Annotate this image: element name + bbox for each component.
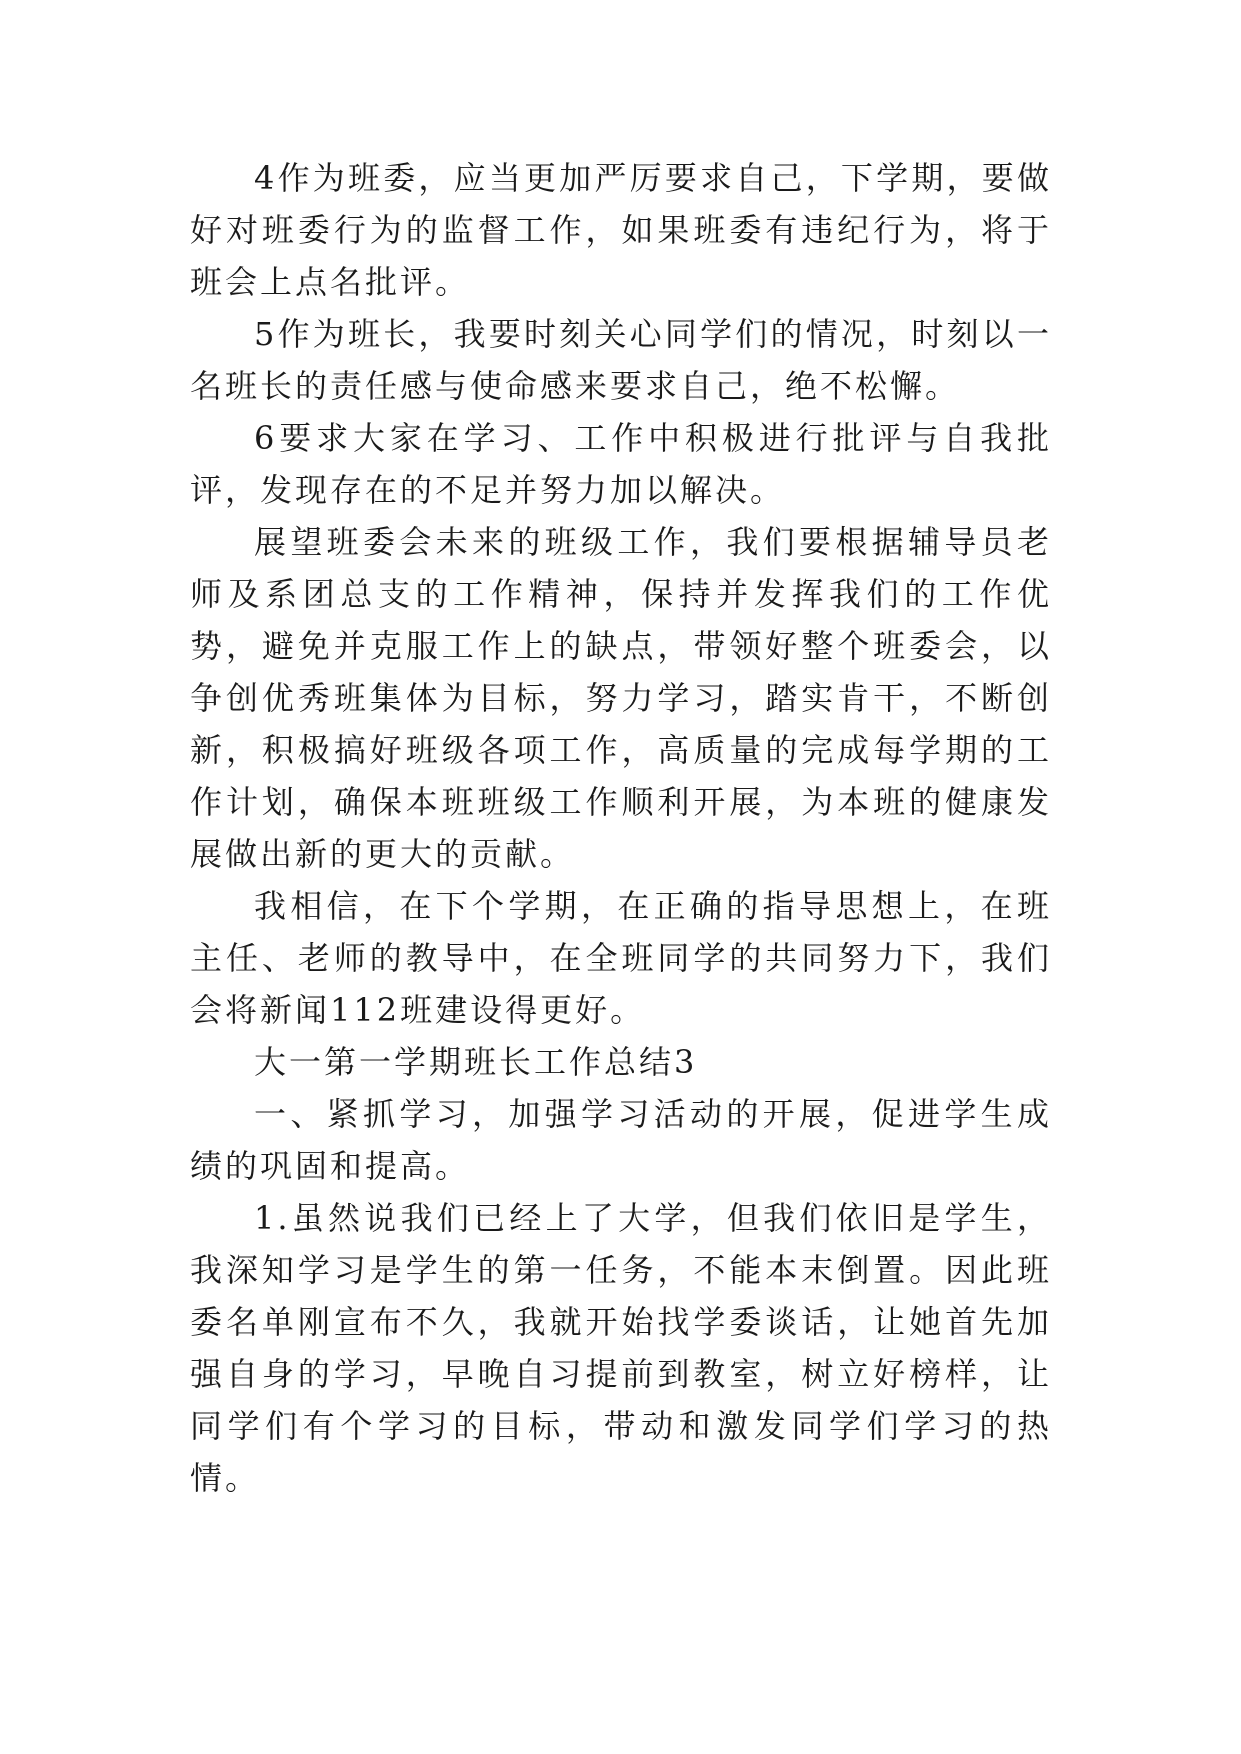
document-page bbox=[190, 152, 1052, 1504]
section-heading: 大一第一学期班长工作总结3 bbox=[254, 1043, 698, 1081]
paragraph-outlook: 展望班委会未来的班级工作，我们要根据辅导员老师及系团总支的工作精神，保持并发挥我们的工作优势，避免并克服工作上的缺点，带领好整个班委会，以争创优秀班集体为目标，努力学习，踏实肯干，不断创新，积极搞好班级各项工作，高质量的完成每学期的工作计划，确保本班班级工作顺利开展，为本班的健康发展做出新的更大的贡献。 bbox=[190, 523, 1052, 873]
paragraph-subpoint-1: 1.虽然说我们已经上了大学，但我们依旧是学生，我深知学习是学生的第一任务，不能本末倒置。因此班委名单刚宣布不久，我就开始找学委谈话，让她首先加强自身的学习，早晚自习提前到教室，树立好榜样，让同学们有个学习的目标，带动和激发同学们学习的热情。 bbox=[190, 1199, 1052, 1497]
paragraph-confidence: 我相信，在下个学期，在正确的指导思想上，在班主任、老师的教导中，在全班同学的共同努力下，我们会将新闻112班建设得更好。 bbox=[190, 887, 1052, 1029]
paragraph-item-6: 6要求大家在学习、工作中积极进行批评与自我批评，发现存在的不足并努力加以解决。 bbox=[190, 419, 1052, 509]
paragraph-item-5: 5作为班长，我要时刻关心同学们的情况，时刻以一名班长的责任感与使命感来要求自己，绝不松懈。 bbox=[190, 315, 1052, 405]
paragraph-item-4: 4作为班委，应当更加严厉要求自己，下学期，要做好对班委行为的监督工作，如果班委有违纪行为，将于班会上点名批评。 bbox=[190, 159, 1052, 301]
paragraph-point-one: 一、紧抓学习，加强学习活动的开展，促进学生成绩的巩固和提高。 bbox=[190, 1095, 1052, 1185]
